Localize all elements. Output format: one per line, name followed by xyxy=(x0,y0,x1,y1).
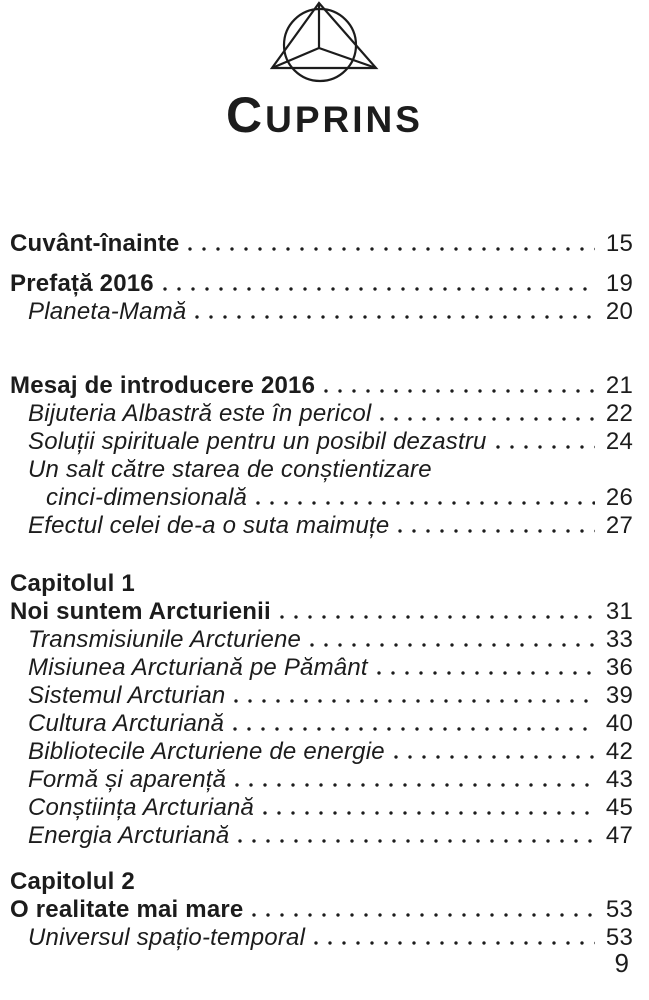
toc-entry-label: Sistemul Arcturian xyxy=(28,682,226,709)
toc-entry xyxy=(10,298,633,326)
toc-list xyxy=(10,230,633,952)
toc-entry-label: Transmisiunile Arcturiene xyxy=(28,626,302,653)
dot-leader xyxy=(195,315,595,319)
page-header xyxy=(0,0,649,144)
folio-page-number: 9 xyxy=(614,948,629,978)
toc-page-number: 53 xyxy=(605,896,633,923)
toc-entry-label: Cuvânt-înainte xyxy=(10,230,180,257)
dot-leader xyxy=(324,389,595,393)
dot-leader xyxy=(252,913,595,917)
dot-leader xyxy=(380,417,595,421)
toc-entry-label: Energia Arcturiană xyxy=(28,822,230,849)
toc-entry xyxy=(10,710,633,738)
toc-entry xyxy=(10,868,633,896)
dot-leader xyxy=(233,727,595,731)
toc-entry-label: Universul spațio-temporal xyxy=(28,924,306,951)
toc-entry-label: Prefață 2016 xyxy=(10,270,154,297)
toc-entry xyxy=(10,428,633,456)
toc-page-number: 39 xyxy=(605,682,633,709)
dot-leader xyxy=(263,811,595,815)
toc-page-number: 20 xyxy=(605,298,633,325)
toc-page-number: 21 xyxy=(605,372,633,399)
toc-entry-label: cinci-dimensională xyxy=(46,484,248,511)
toc-page-number: 26 xyxy=(605,484,633,511)
toc-entry xyxy=(10,570,633,598)
toc-entry-label: Misiunea Arcturiană pe Pământ xyxy=(28,654,368,681)
toc-page-number: 43 xyxy=(605,766,633,793)
toc-entry xyxy=(10,896,633,924)
dot-leader xyxy=(310,643,595,647)
toc-entry xyxy=(10,626,633,654)
toc-page-number: 53 xyxy=(605,924,633,951)
toc-entry-label: Efectul celei de-a o suta maimuțe xyxy=(28,512,390,539)
toc-page-number: 45 xyxy=(605,794,633,821)
toc-entry xyxy=(10,484,633,512)
toc-page-number: 15 xyxy=(605,230,633,257)
dot-leader xyxy=(234,699,595,703)
dot-leader xyxy=(163,287,595,291)
toc-entry xyxy=(10,682,633,710)
toc-page-number: 36 xyxy=(605,654,633,681)
toc-entry xyxy=(10,270,633,298)
toc-page-number: 22 xyxy=(605,400,633,427)
toc-page-number: 47 xyxy=(605,822,633,849)
toc-entry xyxy=(10,372,633,400)
toc-entry xyxy=(10,654,633,682)
page-title-rest: UPRINS xyxy=(265,99,423,140)
toc-entry xyxy=(10,766,633,794)
toc-entry xyxy=(10,512,633,540)
toc-entry xyxy=(10,400,633,428)
toc-entry-label: Bijuteria Albastră este în pericol xyxy=(28,400,372,427)
toc-entry xyxy=(10,822,633,850)
toc-entry xyxy=(10,456,633,484)
toc-page-number: 19 xyxy=(605,270,633,297)
dot-leader xyxy=(256,501,595,505)
dot-leader xyxy=(314,941,595,945)
toc-entry xyxy=(10,738,633,766)
toc-entry-label: Planeta-Mamă xyxy=(28,298,187,325)
toc-entry xyxy=(10,794,633,822)
toc-entry-label: Mesaj de introducere 2016 xyxy=(10,372,316,399)
toc-page-number: 27 xyxy=(605,512,633,539)
toc-entry-label: Bibliotecile Arcturiene de energie xyxy=(28,738,385,765)
dot-leader xyxy=(188,247,595,251)
toc-page-number: 24 xyxy=(605,428,633,455)
toc-page-number: 33 xyxy=(605,626,633,653)
triangle-in-circle-logo-icon xyxy=(259,0,391,88)
toc-entry-label: Cultura Arcturiană xyxy=(28,710,225,737)
page-title xyxy=(0,87,649,144)
toc-entry-label: Un salt către starea de conștientizare xyxy=(28,456,432,483)
toc-page-number: 31 xyxy=(605,598,633,625)
toc-entry-label: O realitate mai mare xyxy=(10,896,244,923)
toc-entry-label: Capitolul 1 xyxy=(10,570,135,597)
toc-entry xyxy=(10,598,633,626)
toc-entry-label: Soluții spirituale pentru un posibil dezastru xyxy=(28,428,487,455)
toc-entry-label: Formă și aparență xyxy=(28,766,227,793)
toc-entry-label: Conștiința Arcturiană xyxy=(28,794,255,821)
dot-leader xyxy=(235,783,595,787)
dot-leader xyxy=(398,529,595,533)
dot-leader xyxy=(377,671,595,675)
toc-page-number: 42 xyxy=(605,738,633,765)
toc-page-number: 40 xyxy=(605,710,633,737)
toc-entry-label: Capitolul 2 xyxy=(10,868,135,895)
dot-leader xyxy=(394,755,595,759)
toc-entry xyxy=(10,230,633,258)
page-title-initial: C xyxy=(226,87,266,143)
toc-entry xyxy=(10,924,633,952)
dot-leader xyxy=(496,445,595,449)
toc-entry-label: Noi suntem Arcturienii xyxy=(10,598,271,625)
dot-leader xyxy=(238,839,595,843)
dot-leader xyxy=(280,615,595,619)
